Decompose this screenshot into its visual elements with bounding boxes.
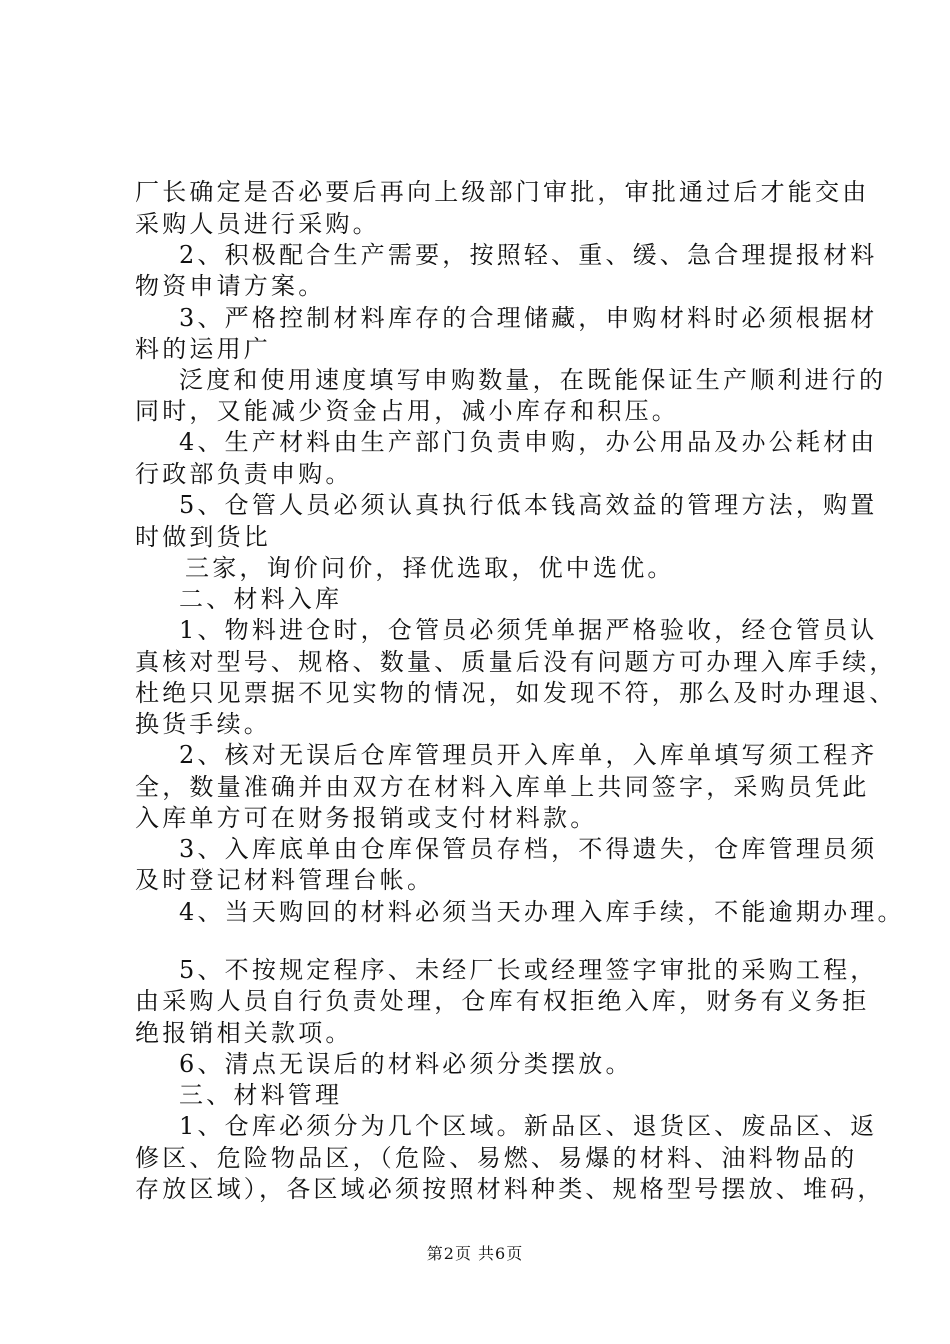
text-line: 由采购人员自行负责处理，仓库有权拒绝入库，财务有义务拒 xyxy=(135,987,870,1015)
text-line: 泛度和使用速度填写申购数量，在既能保证生产顺利进行的 xyxy=(179,366,887,394)
text-line: 4、生产材料由生产部门负责申购，办公用品及办公耗材由 xyxy=(179,428,878,456)
text-line: 5、仓管人员必须认真执行低本钱高效益的管理方法，购置 xyxy=(179,491,878,519)
text-line: 4、当天购回的材料必须当天办理入库手续，不能逾期办理。 xyxy=(179,898,905,926)
text-line: 时做到货比 xyxy=(135,523,271,551)
text-line: 修区、危险物品区，（危险、易燃、易爆的材料、油料物品的 xyxy=(135,1144,858,1172)
text-line: 1、仓库必须分为几个区域。新品区、退货区、废品区、返 xyxy=(179,1112,878,1140)
text-line: 3、入库底单由仓库保管员存档，不得遗失，仓库管理员须 xyxy=(179,835,878,863)
text-line: 物资申请方案。 xyxy=(135,272,326,300)
text-line: 2、核对无误后仓库管理员开入库单，入库单填写须工程齐 xyxy=(179,741,878,769)
text-line: 1、物料进仓时，仓管员必须凭单据严格验收，经仓管员认 xyxy=(179,616,878,644)
section-heading: 三、材料管理 xyxy=(179,1081,343,1109)
text-line: 三家，询价问价，择优选取，优中选优。 xyxy=(185,554,675,582)
page-number-footer: 第2页 共6页 xyxy=(426,1244,524,1263)
text-line: 行政部负责申购。 xyxy=(135,460,353,488)
text-line: 绝报销相关款项。 xyxy=(135,1019,353,1047)
text-line: 及时登记材料管理台帐。 xyxy=(135,866,435,894)
text-line: 入库单方可在财务报销或支付材料款。 xyxy=(135,804,598,832)
text-line: 真核对型号、规格、数量、质量后没有问题方可办理入库手续， xyxy=(135,648,897,676)
text-line: 存放区域），各区域必须按照材料种类、规格型号摆放、堆码， xyxy=(135,1175,885,1203)
text-line: 采购人员进行采购。 xyxy=(135,210,380,238)
text-line: 料的运用广 xyxy=(135,335,271,363)
text-line: 2、积极配合生产需要，按照轻、重、缓、急合理提报材料 xyxy=(179,241,878,269)
text-line: 换货手续。 xyxy=(135,710,271,738)
text-line: 5、不按规定程序、未经厂长或经理签字审批的采购工程， xyxy=(179,956,878,984)
text-line: 6、清点无误后的材料必须分类摆放。 xyxy=(179,1050,633,1078)
section-heading: 二、材料入库 xyxy=(179,585,343,613)
text-line: 3、严格控制材料库存的合理储藏，申购材料时必须根据材 xyxy=(179,304,878,332)
text-line: 同时，又能减少资金占用，减小库存和积压。 xyxy=(135,397,679,425)
text-line: 厂长确定是否必要后再向上级部门审批，审批通过后才能交由 xyxy=(135,178,870,206)
text-line: 全，数量准确并由双方在材料入库单上共同签字，采购员凭此 xyxy=(135,773,870,801)
text-line: 杜绝只见票据不见实物的情况，如发现不符，那么及时办理退、 xyxy=(135,679,897,707)
